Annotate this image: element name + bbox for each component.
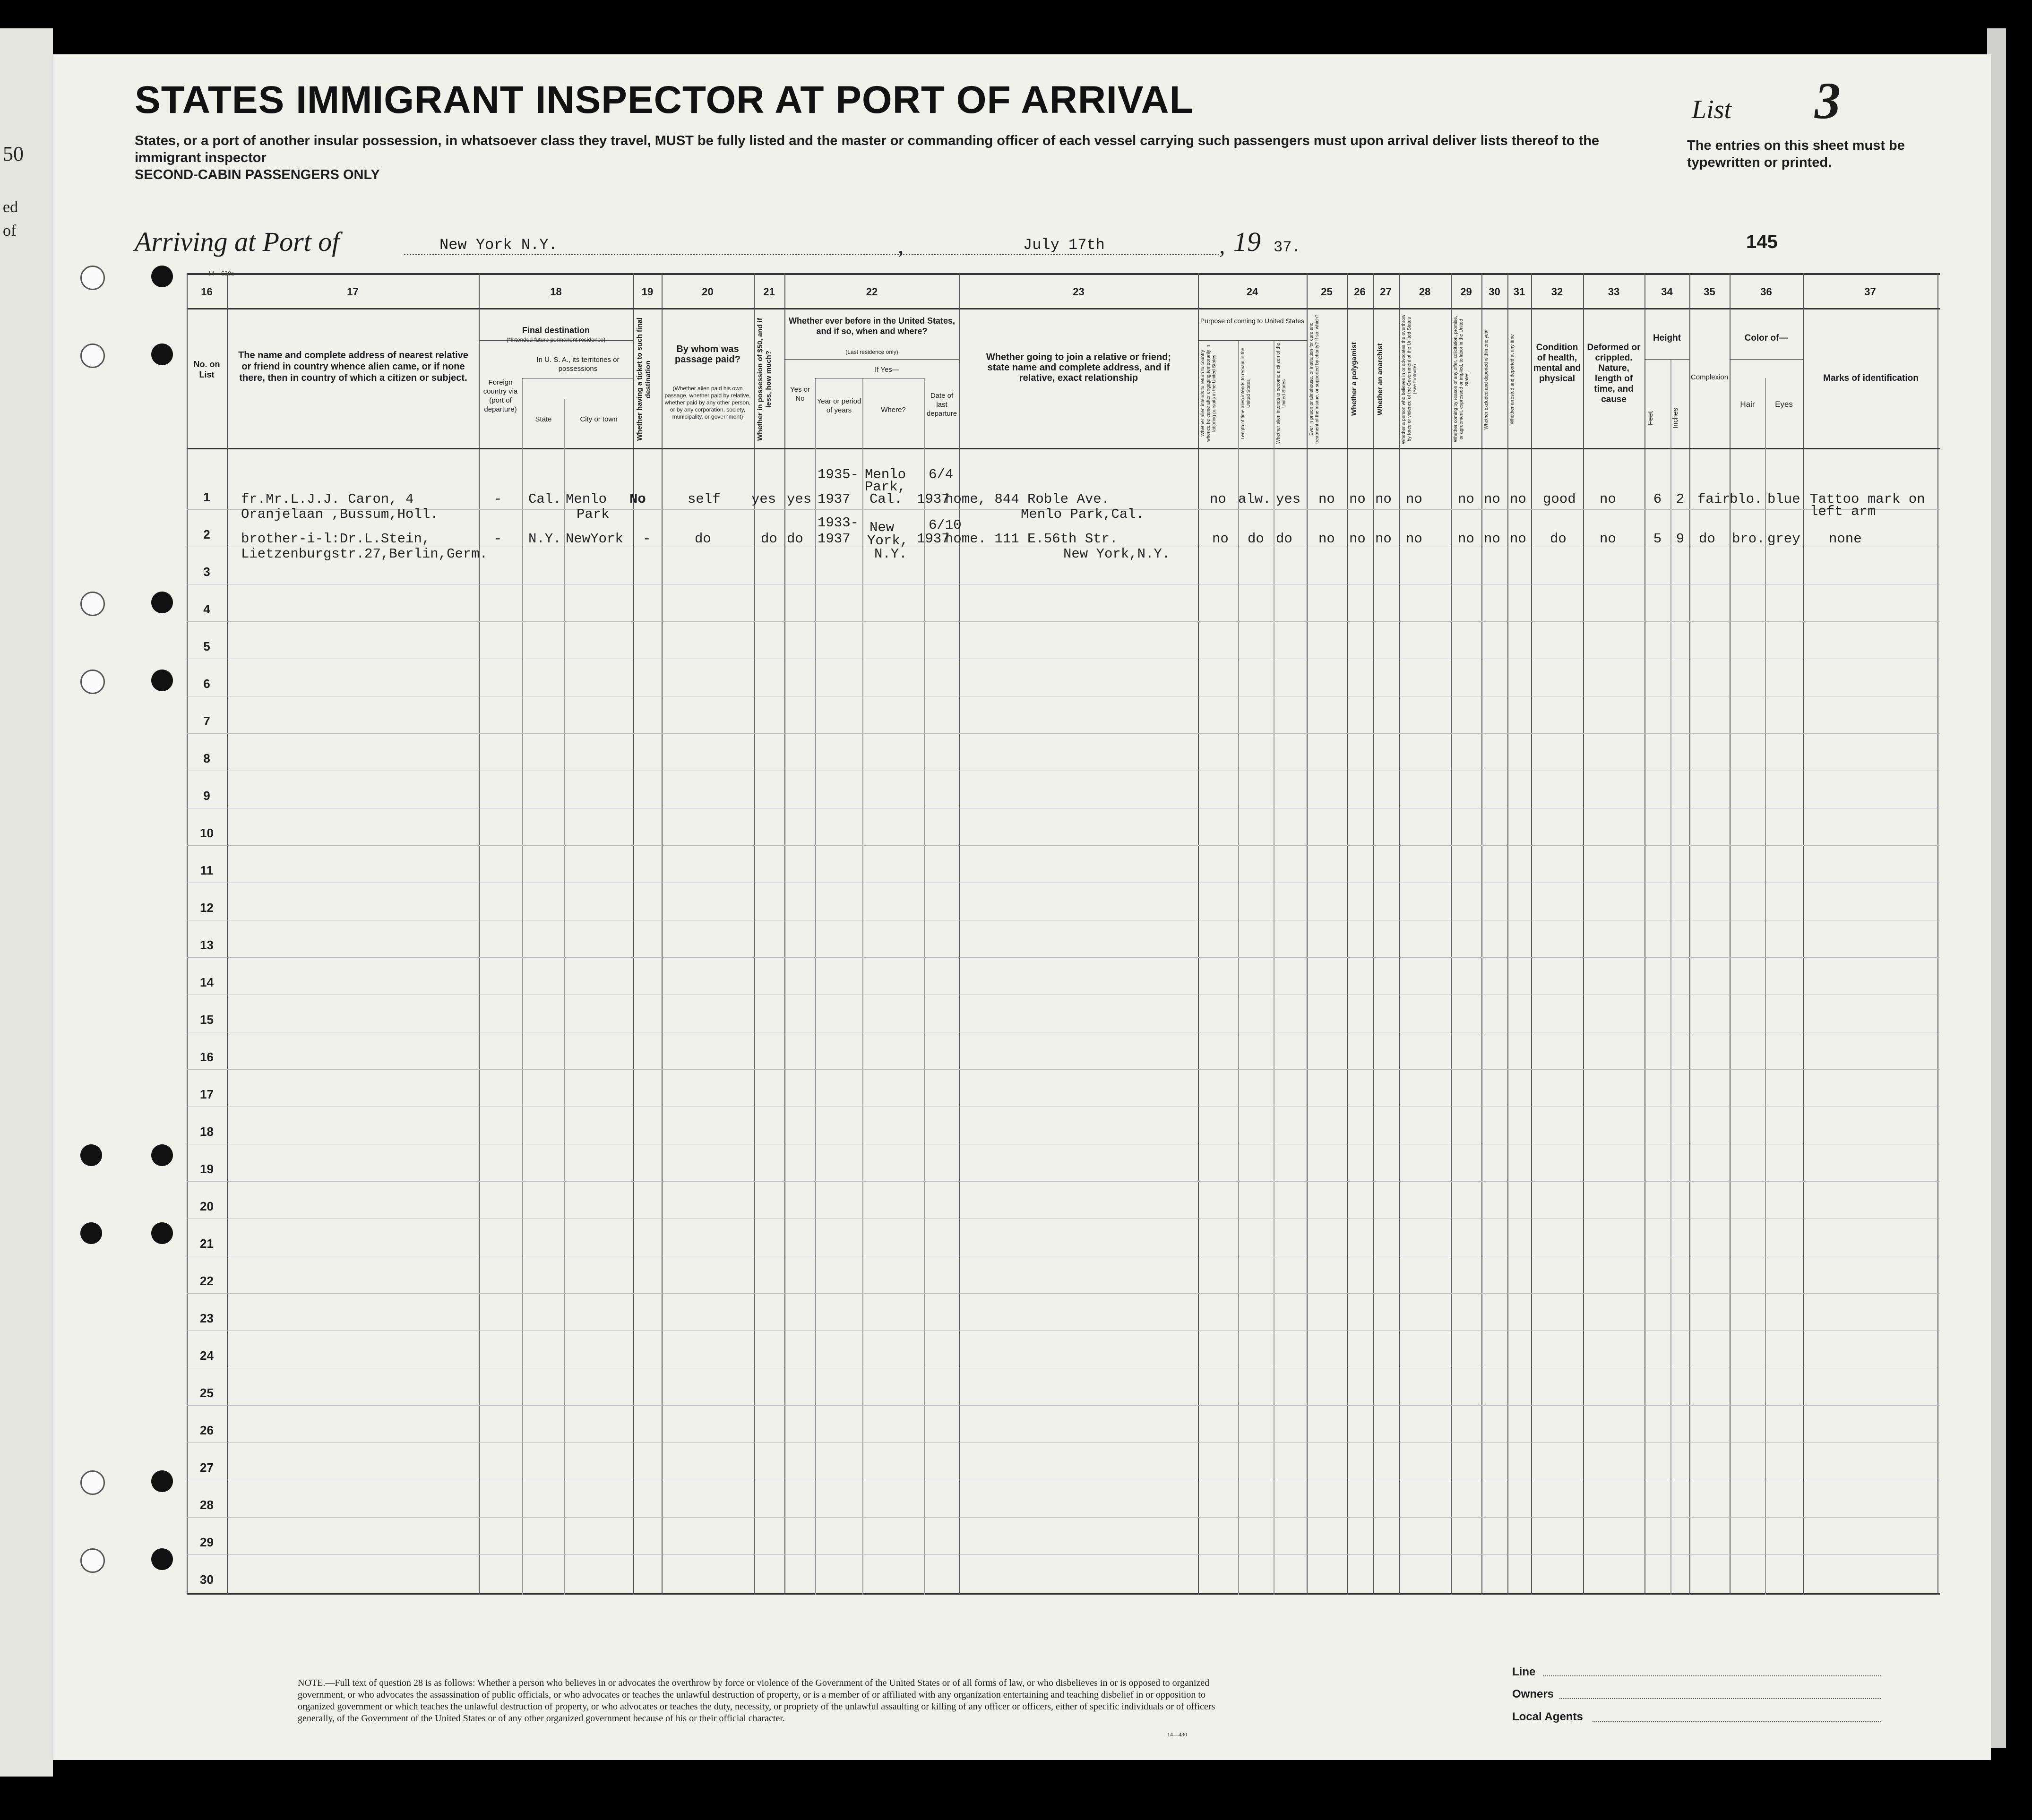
header-hair: Hair xyxy=(1740,400,1755,409)
header-ticket: Whether having a ticket to such final destination xyxy=(636,318,652,441)
labor-offer: no xyxy=(1458,531,1474,547)
row-rule xyxy=(187,1442,1940,1443)
relative-address: Oranjelaan ,Bussum,Holl. xyxy=(241,507,439,522)
row-number: 7 xyxy=(203,714,210,728)
table-bottom-rule xyxy=(187,1593,1940,1595)
foreign-country: - xyxy=(494,531,502,547)
row-rule xyxy=(187,1554,1940,1555)
complexion: fair xyxy=(1697,491,1731,507)
row-number: 17 xyxy=(200,1087,214,1101)
eye-color: blue xyxy=(1767,491,1800,507)
binder-hole xyxy=(80,343,105,368)
destination-city: NewYork xyxy=(566,531,623,547)
owners-field xyxy=(1559,1698,1881,1699)
column-number: 21 xyxy=(763,286,775,298)
manifest-page xyxy=(52,54,1991,1760)
column-number: 37 xyxy=(1864,286,1876,298)
years: 1933- xyxy=(818,515,859,531)
header-ever-before: Whether ever before in the United States, and if so, when and where? xyxy=(788,316,956,336)
hair-color: blo. xyxy=(1730,491,1763,507)
before-in-us: yes xyxy=(787,491,812,507)
header-departure: Date of last departure xyxy=(926,392,957,418)
destination-city: Menlo xyxy=(566,491,607,507)
question-28-note: NOTE.—Full text of question 28 is as follows: Whether a person who believes in or advocates the overthrow by force or violence of the Government of the United States or of all forms of law, or who disbelieves in or is opposed to organized government, or who advocates the assassination of public officials, or who advocates or teaches the unlawful destruction of property, or is a member of or affiliated with any organization entertaining and teaching disbelief in or opposition to organized government or which teaches the unlawful destruction of property, or who advocates or teaches the duty, necessity, or propriety of the unlawful assaulting or killing of any officer or officers, either of specific individuals or of officers generally, of the Government of the United States or of any other organized government because of his or their official character. xyxy=(298,1678,1215,1724)
header-city: City or town xyxy=(580,415,618,423)
arriving-label: Arriving at Port of xyxy=(135,226,340,257)
header-eyes: Eyes xyxy=(1775,400,1793,409)
date-field: July 17th xyxy=(912,236,1219,255)
strip-fragment: ed xyxy=(3,198,18,216)
header-length-stay: Length of time alien intends to remain in the United States xyxy=(1240,347,1251,439)
header-passage-paid-sub: (Whether alien paid his own passage, whether paid by relative, whether paid by any other person, or by any corporation, society, municipality, or government) xyxy=(664,385,751,420)
deformed: no xyxy=(1600,491,1616,507)
length-of-stay: alw. xyxy=(1238,491,1271,507)
row-number: 9 xyxy=(203,789,210,803)
binder-hole xyxy=(151,1548,173,1570)
labor-offer: no xyxy=(1458,491,1474,507)
column-number: 23 xyxy=(1073,286,1085,298)
binder-hole xyxy=(151,343,173,365)
binder-hole xyxy=(80,1548,105,1573)
header-overthrow: Whether a person who believes in or advocates the overthrow by force or violence of the Government of the United States (See footnote) xyxy=(1401,314,1418,444)
column-number: 31 xyxy=(1513,286,1525,298)
ticket: - xyxy=(643,531,651,547)
form-instructions xyxy=(135,132,1647,183)
paid-by: do xyxy=(695,531,711,547)
before-in-us: do xyxy=(787,531,803,547)
footer-form-code: 14—430 xyxy=(1167,1731,1187,1738)
where: N.Y. xyxy=(874,546,907,562)
header-deformed: Deformed or crippled. Nature, length of time, and cause xyxy=(1587,343,1641,404)
column-number: 35 xyxy=(1704,286,1715,298)
destination-state: Cal. xyxy=(528,491,561,507)
header-purpose: Purpose of coming to United States xyxy=(1200,317,1305,325)
header-citizen: Whether alien intends to become a citizen of the United States xyxy=(1276,343,1287,444)
row-number: 8 xyxy=(203,751,210,765)
years: 1937 xyxy=(818,491,851,507)
binder-hole xyxy=(80,266,105,290)
binder-hole xyxy=(151,670,173,691)
column-number: 34 xyxy=(1661,286,1673,298)
year-prefix: 19 xyxy=(1233,226,1261,257)
joining: home. 111 E.56th Str. xyxy=(945,531,1118,547)
row-number: 13 xyxy=(200,938,214,952)
height-inches: 9 xyxy=(1676,531,1685,547)
binder-hole xyxy=(80,1470,105,1495)
height-feet: 6 xyxy=(1653,491,1662,507)
intends-return: no xyxy=(1212,531,1229,547)
header-where: Where? xyxy=(881,406,906,414)
header-prison: Ever in prison or almshouse, or institution for care and treatment of the insane, or supported by charity? If so, which? xyxy=(1309,314,1320,444)
row-rule xyxy=(187,845,1940,846)
column-number: 24 xyxy=(1246,286,1258,298)
excluded: no xyxy=(1484,491,1500,507)
years: 1935- xyxy=(818,467,859,482)
column-number: 22 xyxy=(866,286,878,298)
column-number: 17 xyxy=(347,286,359,298)
row-rule xyxy=(187,1181,1940,1182)
overthrow: no xyxy=(1406,491,1422,507)
header-intends-return: Whether alien intends to return to country whence he came after engaging temporarily in laboring pursuits in the United States xyxy=(1200,344,1217,442)
row-number: 14 xyxy=(200,975,214,989)
line-field xyxy=(1543,1675,1881,1676)
joining: home, 844 Roble Ave. xyxy=(945,491,1110,507)
column-number: 20 xyxy=(702,286,714,298)
row-rule xyxy=(187,733,1940,734)
header-foreign-country: Foreign country via (port of departure) xyxy=(483,378,518,413)
where: Park, xyxy=(865,479,906,495)
identification-marks: left arm xyxy=(1810,504,1876,519)
joining: New York,N.Y. xyxy=(1063,546,1171,562)
excluded: no xyxy=(1484,531,1500,547)
column-number: 16 xyxy=(201,286,213,298)
where: New xyxy=(870,520,895,535)
port-field: New York N.Y. xyxy=(404,236,936,255)
row-number: 10 xyxy=(200,826,214,840)
polygamist: no xyxy=(1349,491,1366,507)
header-state: State xyxy=(535,415,552,423)
header-final-destination-sub: (*Intended future permanent residence) xyxy=(506,336,606,343)
row-number: 18 xyxy=(200,1125,214,1139)
row-number: 30 xyxy=(200,1572,214,1587)
row-rule xyxy=(187,1405,1940,1406)
row-number: 15 xyxy=(200,1013,214,1027)
header-polygamist: Whether a polygamist xyxy=(1350,342,1358,416)
length-of-stay: do xyxy=(1248,531,1264,547)
row-number: 23 xyxy=(200,1311,214,1325)
header-anarchist: Whether an anarchist xyxy=(1376,343,1384,415)
row-number: 28 xyxy=(200,1498,214,1512)
binder-hole xyxy=(80,1222,102,1244)
header-height: Height xyxy=(1653,333,1681,343)
binder-hole xyxy=(151,1144,173,1166)
row-number: 25 xyxy=(200,1386,214,1400)
binder-hole xyxy=(80,670,105,694)
column-number: 33 xyxy=(1608,286,1620,298)
health: good xyxy=(1543,491,1576,507)
row-number: 29 xyxy=(200,1535,214,1549)
hair-color: bro. xyxy=(1732,531,1765,547)
intends-citizen: yes xyxy=(1276,491,1301,507)
header-feet: Feet xyxy=(1646,411,1654,426)
row-number: 20 xyxy=(200,1199,214,1213)
column-number: 27 xyxy=(1380,286,1392,298)
row-rule xyxy=(187,1293,1940,1294)
prison: no xyxy=(1318,491,1335,507)
owners-label: Owners xyxy=(1512,1688,1554,1700)
money: yes xyxy=(751,491,776,507)
intends-return: no xyxy=(1210,491,1226,507)
intends-citizen: do xyxy=(1276,531,1292,547)
header-inches: Inches xyxy=(1671,407,1679,429)
list-label: List xyxy=(1692,95,1732,124)
typewritten-note: The entries on this sheet must be typewritten or printed. xyxy=(1687,138,1905,170)
prison: no xyxy=(1318,531,1335,547)
paid-by: self xyxy=(688,491,721,507)
row-number: 22 xyxy=(200,1274,214,1288)
polygamist: no xyxy=(1349,531,1366,547)
header-joining: Whether going to join a relative or friend; state name and complete address, and if relative, exact relationship xyxy=(986,352,1171,383)
ticket: No xyxy=(629,491,646,507)
header-labor-offer: Whether coming by reason of any offer, solicitation, promise, or agreement, expressed or implied, to labor in the United States xyxy=(1453,316,1470,443)
identification-marks: Tattoo mark on xyxy=(1810,491,1925,507)
row-number: 3 xyxy=(203,565,210,579)
money: do xyxy=(761,531,777,547)
row-number: 4 xyxy=(203,602,210,616)
row-number: 19 xyxy=(200,1162,214,1176)
row-number: 27 xyxy=(200,1460,214,1475)
binder-hole xyxy=(80,592,105,616)
departure-date: 6/4 xyxy=(929,467,954,482)
column-number: 25 xyxy=(1321,286,1333,298)
foreign-country: - xyxy=(494,491,502,507)
column-number: 32 xyxy=(1551,286,1563,298)
height-feet: 5 xyxy=(1653,531,1662,547)
column-number: 18 xyxy=(550,286,562,298)
sheet-number: 145 xyxy=(1746,232,1778,252)
arrested: no xyxy=(1510,491,1526,507)
table-rule xyxy=(187,308,1940,309)
local-agents-field xyxy=(1593,1721,1881,1722)
years: 1937 xyxy=(818,531,851,547)
row-number: 16 xyxy=(200,1050,214,1064)
identification-marks: none xyxy=(1829,531,1862,547)
destination-city: Park xyxy=(577,507,610,522)
column-number: 30 xyxy=(1489,286,1500,298)
adjacent-page-strip xyxy=(0,28,53,1777)
where: York, xyxy=(867,533,909,549)
list-number: 3 xyxy=(1815,72,1841,129)
anarchist: no xyxy=(1375,491,1392,507)
header-fifty-dollars: Whether in possession of $50, and if less, how much? xyxy=(756,318,773,441)
column-number: 19 xyxy=(641,286,654,298)
row-rule xyxy=(187,1069,1940,1070)
header-if-yes: If Yes— xyxy=(875,366,899,374)
header-in-usa: In U. S. A., its territories or possessions xyxy=(536,356,620,373)
header-last-residence: (Last residence only) xyxy=(845,349,898,355)
instructions-line: SECOND-CABIN PASSENGERS ONLY xyxy=(135,167,380,182)
row-number: 2 xyxy=(203,527,210,541)
row-rule xyxy=(187,621,1940,622)
departure-date: 6/10 xyxy=(929,517,962,533)
header-yes-no: Yes or No xyxy=(790,386,810,403)
header-arrested: Whether arrested and deported at any time xyxy=(1510,334,1515,424)
header-relative: The name and complete address of nearest relative or friend in country whence alien came, or if none there, then in country of which a citizen or subject. xyxy=(238,350,468,383)
binder-hole xyxy=(151,266,173,287)
row-number: 24 xyxy=(200,1348,214,1363)
year-suffix: 37. xyxy=(1274,239,1301,256)
relative-address: fr.Mr.L.J.J. Caron, 4 xyxy=(241,491,414,507)
column-number: 36 xyxy=(1760,286,1772,298)
row-rule xyxy=(187,957,1940,958)
destination-state: N.Y. xyxy=(528,531,561,547)
header-complexion: Complexion xyxy=(1690,373,1729,381)
where: Menlo xyxy=(865,467,906,482)
header-excluded: Whether excluded and deported within one year xyxy=(1484,329,1489,429)
header-health: Condition of health, mental and physical xyxy=(1533,343,1581,384)
header-final-destination: Final destination xyxy=(522,326,590,335)
overthrow: no xyxy=(1406,531,1422,547)
arrested: no xyxy=(1510,531,1526,547)
column-number: 26 xyxy=(1354,286,1366,298)
row-number: 11 xyxy=(200,863,214,877)
height-inches: 2 xyxy=(1676,491,1685,507)
binder-hole xyxy=(151,1470,173,1492)
row-number: 1 xyxy=(203,490,210,504)
departure-date: 1937 xyxy=(917,491,950,507)
table-top-rule xyxy=(187,273,1940,275)
row-number: 26 xyxy=(200,1423,214,1437)
header-no-on-list: No. on List xyxy=(193,360,220,379)
header-year: Year or period of years xyxy=(817,397,861,414)
row-number: 21 xyxy=(200,1236,214,1251)
row-number: 5 xyxy=(203,639,210,653)
local-agents-label: Local Agents xyxy=(1512,1710,1583,1723)
strip-fragment: 50 xyxy=(3,142,24,165)
departure-date: 1937 xyxy=(917,531,950,547)
where: Cal. xyxy=(870,491,903,507)
column-number: 28 xyxy=(1419,286,1431,298)
row-number: 6 xyxy=(203,677,210,691)
form-title: STATES IMMIGRANT INSPECTOR AT PORT OF ARRIVAL xyxy=(135,78,1194,121)
anarchist: no xyxy=(1375,531,1392,547)
binder-hole xyxy=(151,1222,173,1244)
column-number: 29 xyxy=(1460,286,1472,298)
table-rule xyxy=(187,448,1940,449)
relative-address: Lietzenburgstr.27,Berlin,Germ. xyxy=(241,546,488,562)
deformed: no xyxy=(1600,531,1616,547)
complexion: do xyxy=(1699,531,1715,547)
health: do xyxy=(1550,531,1567,547)
strip-fragment: of xyxy=(3,222,17,240)
header-color-of: Color of— xyxy=(1744,333,1788,343)
row-rule xyxy=(187,1517,1940,1518)
binder-hole xyxy=(151,592,173,613)
binder-hole xyxy=(80,1144,102,1166)
relative-address: brother-i-l:Dr.L.Stein, xyxy=(241,531,431,547)
row-number: 12 xyxy=(200,901,214,915)
joining: Menlo Park,Cal. xyxy=(1021,507,1145,522)
header-marks: Marks of identification xyxy=(1823,373,1919,383)
instructions-line: States, or a port of another insular possession, in whatsoever class they travel, MUST be fully listed and the master or commanding officer of each vessel carrying such passengers must upon arrival deliver lists thereof to the immigrant inspector xyxy=(135,133,1600,165)
line-label: Line xyxy=(1512,1665,1536,1678)
header-passage-paid: By whom was passage paid? xyxy=(675,344,740,365)
eye-color: grey xyxy=(1767,531,1800,547)
